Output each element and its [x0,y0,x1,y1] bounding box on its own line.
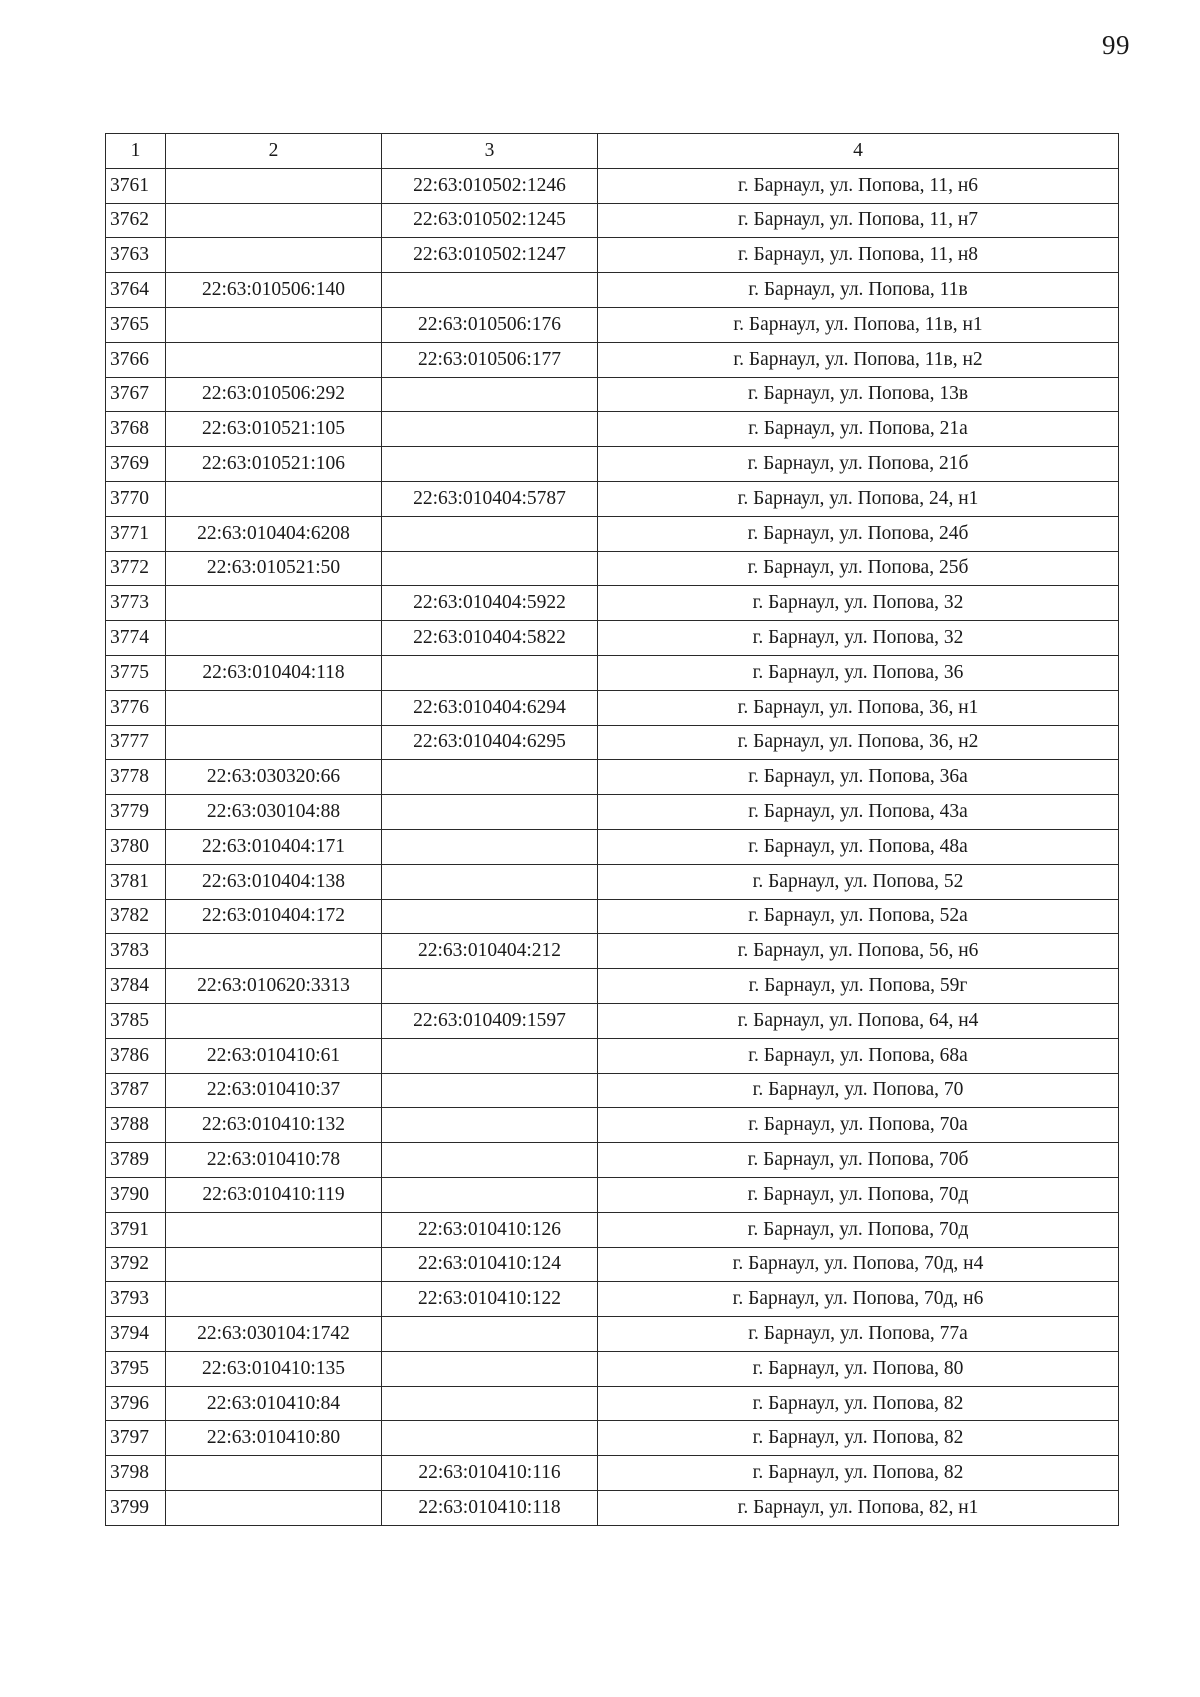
cadastral-number-cell: 22:63:010410:78 [166,1143,382,1178]
address-cell: г. Барнаул, ул. Попова, 13в [598,377,1119,412]
row-number-cell: 3792 [106,1247,166,1282]
address-cell: г. Барнаул, ул. Попова, 11в [598,273,1119,308]
cadastral-number-cell [382,655,598,690]
address-cell: г. Барнаул, ул. Попова, 64, н4 [598,1003,1119,1038]
table-row [106,1038,1119,1073]
column-header-2: 2 [166,134,382,169]
table-row [106,551,1119,586]
table-row [106,377,1119,412]
cadastral-number-cell: 22:63:010404:5787 [382,481,598,516]
row-number-cell: 3768 [106,412,166,447]
cadastral-number-cell: 22:63:010410:126 [382,1212,598,1247]
cadastral-number-cell [166,481,382,516]
cadastral-number-cell: 22:63:010506:292 [166,377,382,412]
table-row [106,969,1119,1004]
cadastral-number-cell: 22:63:010410:124 [382,1247,598,1282]
cadastral-number-cell [166,203,382,238]
table-row [106,1456,1119,1491]
row-number-cell: 3785 [106,1003,166,1038]
cadastral-number-cell [166,1456,382,1491]
cadastral-number-cell [382,829,598,864]
cadastral-number-cell [382,1421,598,1456]
cadastral-number-cell [166,621,382,656]
table-row [106,481,1119,516]
row-number-cell: 3781 [106,864,166,899]
cadastral-number-cell: 22:63:010502:1246 [382,168,598,203]
cadastral-number-cell [166,1212,382,1247]
row-number-cell: 3798 [106,1456,166,1491]
table-row [106,516,1119,551]
address-cell: г. Барнаул, ул. Попова, 32 [598,621,1119,656]
row-number-cell: 3782 [106,899,166,934]
address-cell: г. Барнаул, ул. Попова, 25б [598,551,1119,586]
row-number-cell: 3770 [106,481,166,516]
row-number-cell: 3780 [106,829,166,864]
table-row [106,1212,1119,1247]
cadastral-number-cell: 22:63:010404:6294 [382,690,598,725]
row-number-cell: 3764 [106,273,166,308]
address-cell: г. Барнаул, ул. Попова, 11в, н2 [598,342,1119,377]
column-header-1: 1 [106,134,166,169]
cadastral-number-cell [166,934,382,969]
cadastral-number-cell: 22:63:010410:80 [166,1421,382,1456]
table-row [106,168,1119,203]
cadastral-number-cell: 22:63:010410:61 [166,1038,382,1073]
table-row [106,864,1119,899]
table-row [106,1003,1119,1038]
table-row [106,1073,1119,1108]
address-cell: г. Барнаул, ул. Попова, 32 [598,586,1119,621]
table-row [106,690,1119,725]
cadastral-number-cell: 22:63:010410:135 [166,1351,382,1386]
row-number-cell: 3799 [106,1491,166,1526]
row-number-cell: 3763 [106,238,166,273]
address-cell: г. Барнаул, ул. Попова, 36, н1 [598,690,1119,725]
table-row [106,342,1119,377]
table-row [106,238,1119,273]
cadastral-number-cell [382,969,598,1004]
row-number-cell: 3769 [106,447,166,482]
row-number-cell: 3783 [106,934,166,969]
table-row [106,899,1119,934]
cadastral-number-cell [382,447,598,482]
cadastral-number-cell [166,342,382,377]
cadastral-number-cell [382,1038,598,1073]
row-number-cell: 3793 [106,1282,166,1317]
row-number-cell: 3784 [106,969,166,1004]
cadastral-number-cell: 22:63:010410:132 [166,1108,382,1143]
table-header [106,134,1119,169]
row-number-cell: 3791 [106,1212,166,1247]
address-cell: г. Барнаул, ул. Попова, 70б [598,1143,1119,1178]
table-body [106,168,1119,1525]
table-row [106,1143,1119,1178]
cadastral-number-cell: 22:63:010404:212 [382,934,598,969]
cadastral-number-cell: 22:63:030320:66 [166,760,382,795]
address-cell: г. Барнаул, ул. Попова, 82 [598,1386,1119,1421]
cadastral-number-cell: 22:63:010521:106 [166,447,382,482]
address-cell: г. Барнаул, ул. Попова, 82 [598,1456,1119,1491]
cadastral-number-cell: 22:63:010404:5822 [382,621,598,656]
cadastral-number-cell: 22:63:010620:3313 [166,969,382,1004]
page-number: 99 [1102,30,1130,60]
cadastral-number-cell [382,1386,598,1421]
table-row [106,621,1119,656]
address-cell: г. Барнаул, ул. Попова, 21а [598,412,1119,447]
cadastral-number-cell [382,273,598,308]
row-number-cell: 3796 [106,1386,166,1421]
cadastral-number-cell [166,238,382,273]
cadastral-number-cell: 22:63:030104:88 [166,795,382,830]
address-cell: г. Барнаул, ул. Попова, 43а [598,795,1119,830]
cadastral-number-cell [166,168,382,203]
cadastral-number-cell [166,1491,382,1526]
row-number-cell: 3788 [106,1108,166,1143]
table-row [106,1421,1119,1456]
header-row [106,134,1119,169]
address-cell: г. Барнаул, ул. Попова, 11в, н1 [598,307,1119,342]
row-number-cell: 3761 [106,168,166,203]
address-cell: г. Барнаул, ул. Попова, 70д, н4 [598,1247,1119,1282]
cadastral-number-cell: 22:63:010410:37 [166,1073,382,1108]
row-number-cell: 3794 [106,1317,166,1352]
address-cell: г. Барнаул, ул. Попова, 36а [598,760,1119,795]
cadastral-number-cell [166,1003,382,1038]
address-cell: г. Барнаул, ул. Попова, 11, н6 [598,168,1119,203]
table-row [106,655,1119,690]
table-row [106,1282,1119,1317]
cadastral-number-cell: 22:63:010404:6208 [166,516,382,551]
address-cell: г. Барнаул, ул. Попова, 52а [598,899,1119,934]
row-number-cell: 3777 [106,725,166,760]
cadastral-number-cell [166,725,382,760]
cadastral-number-cell [382,377,598,412]
row-number-cell: 3779 [106,795,166,830]
address-cell: г. Барнаул, ул. Попова, 82, н1 [598,1491,1119,1526]
cadastral-number-cell [382,760,598,795]
cadastral-number-cell: 22:63:010410:84 [166,1386,382,1421]
cadastral-number-cell: 22:63:010506:176 [382,307,598,342]
row-number-cell: 3795 [106,1351,166,1386]
table-row [106,1317,1119,1352]
address-cell: г. Барнаул, ул. Попова, 36 [598,655,1119,690]
cadastral-number-cell [382,1143,598,1178]
table-row [106,934,1119,969]
row-number-cell: 3787 [106,1073,166,1108]
cadastral-number-cell [166,586,382,621]
address-cell: г. Барнаул, ул. Попова, 82 [598,1421,1119,1456]
table-row [106,307,1119,342]
address-cell: г. Барнаул, ул. Попова, 24б [598,516,1119,551]
row-number-cell: 3775 [106,655,166,690]
address-cell: г. Барнаул, ул. Попова, 68а [598,1038,1119,1073]
row-number-cell: 3772 [106,551,166,586]
cadastral-number-cell: 22:63:010404:138 [166,864,382,899]
row-number-cell: 3771 [106,516,166,551]
cadastral-number-cell [382,1317,598,1352]
table-row [106,795,1119,830]
cadastral-number-cell: 22:63:010410:122 [382,1282,598,1317]
row-number-cell: 3797 [106,1421,166,1456]
address-cell: г. Барнаул, ул. Попова, 70д [598,1212,1119,1247]
row-number-cell: 3767 [106,377,166,412]
cadastral-number-cell: 22:63:010404:5922 [382,586,598,621]
cadastral-number-cell: 22:63:010506:140 [166,273,382,308]
cadastral-number-cell: 22:63:010410:116 [382,1456,598,1491]
address-cell: г. Барнаул, ул. Попова, 59г [598,969,1119,1004]
cadastral-number-cell: 22:63:010404:118 [166,655,382,690]
cadastral-number-cell [382,899,598,934]
cadastral-number-cell [382,864,598,899]
table-row [106,203,1119,238]
cadastral-number-cell: 22:63:010502:1247 [382,238,598,273]
cadastral-number-cell: 22:63:010506:177 [382,342,598,377]
row-number-cell: 3789 [106,1143,166,1178]
address-cell: г. Барнаул, ул. Попова, 21б [598,447,1119,482]
row-number-cell: 3773 [106,586,166,621]
address-cell: г. Барнаул, ул. Попова, 11, н8 [598,238,1119,273]
address-cell: г. Барнаул, ул. Попова, 70а [598,1108,1119,1143]
address-cell: г. Барнаул, ул. Попова, 56, н6 [598,934,1119,969]
address-cell: г. Барнаул, ул. Попова, 70 [598,1073,1119,1108]
cadastral-number-cell: 22:63:010410:119 [166,1177,382,1212]
column-header-3: 3 [382,134,598,169]
cadastral-number-cell: 22:63:010521:50 [166,551,382,586]
row-number-cell: 3766 [106,342,166,377]
cadastral-number-cell [382,551,598,586]
cadastral-number-cell: 22:63:010409:1597 [382,1003,598,1038]
row-number-cell: 3774 [106,621,166,656]
table-row [106,412,1119,447]
row-number-cell: 3765 [106,307,166,342]
table-row [106,760,1119,795]
address-cell: г. Барнаул, ул. Попова, 80 [598,1351,1119,1386]
column-header-4: 4 [598,134,1119,169]
cadastral-number-cell: 22:63:010404:171 [166,829,382,864]
row-number-cell: 3786 [106,1038,166,1073]
cadastral-number-cell [166,1282,382,1317]
cadastral-number-cell [382,1351,598,1386]
cadastral-number-cell: 22:63:010521:105 [166,412,382,447]
table-row [106,586,1119,621]
table-row [106,1351,1119,1386]
cadastral-number-cell [166,690,382,725]
cadastral-number-cell: 22:63:010404:172 [166,899,382,934]
table-row [106,1108,1119,1143]
cadastral-number-cell [382,516,598,551]
cadastral-number-cell: 22:63:010404:6295 [382,725,598,760]
table-row [106,1247,1119,1282]
table-row [106,1491,1119,1526]
table-row [106,1177,1119,1212]
cadastral-number-cell: 22:63:010502:1245 [382,203,598,238]
table-row [106,1386,1119,1421]
address-cell: г. Барнаул, ул. Попова, 70д [598,1177,1119,1212]
row-number-cell: 3790 [106,1177,166,1212]
cadastral-number-cell [166,1247,382,1282]
row-number-cell: 3762 [106,203,166,238]
registry-table [105,133,1119,1526]
table-row [106,273,1119,308]
row-number-cell: 3778 [106,760,166,795]
address-cell: г. Барнаул, ул. Попова, 11, н7 [598,203,1119,238]
address-cell: г. Барнаул, ул. Попова, 70д, н6 [598,1282,1119,1317]
table-row [106,447,1119,482]
address-cell: г. Барнаул, ул. Попова, 77а [598,1317,1119,1352]
cadastral-number-cell [166,307,382,342]
cadastral-number-cell [382,412,598,447]
cadastral-number-cell [382,1073,598,1108]
row-number-cell: 3776 [106,690,166,725]
cadastral-number-cell [382,1177,598,1212]
table-row [106,725,1119,760]
address-cell: г. Барнаул, ул. Попова, 48а [598,829,1119,864]
cadastral-number-cell: 22:63:010410:118 [382,1491,598,1526]
address-cell: г. Барнаул, ул. Попова, 52 [598,864,1119,899]
cadastral-number-cell: 22:63:030104:1742 [166,1317,382,1352]
cadastral-number-cell [382,1108,598,1143]
address-cell: г. Барнаул, ул. Попова, 36, н2 [598,725,1119,760]
cadastral-number-cell [382,795,598,830]
table-row [106,829,1119,864]
address-cell: г. Барнаул, ул. Попова, 24, н1 [598,481,1119,516]
